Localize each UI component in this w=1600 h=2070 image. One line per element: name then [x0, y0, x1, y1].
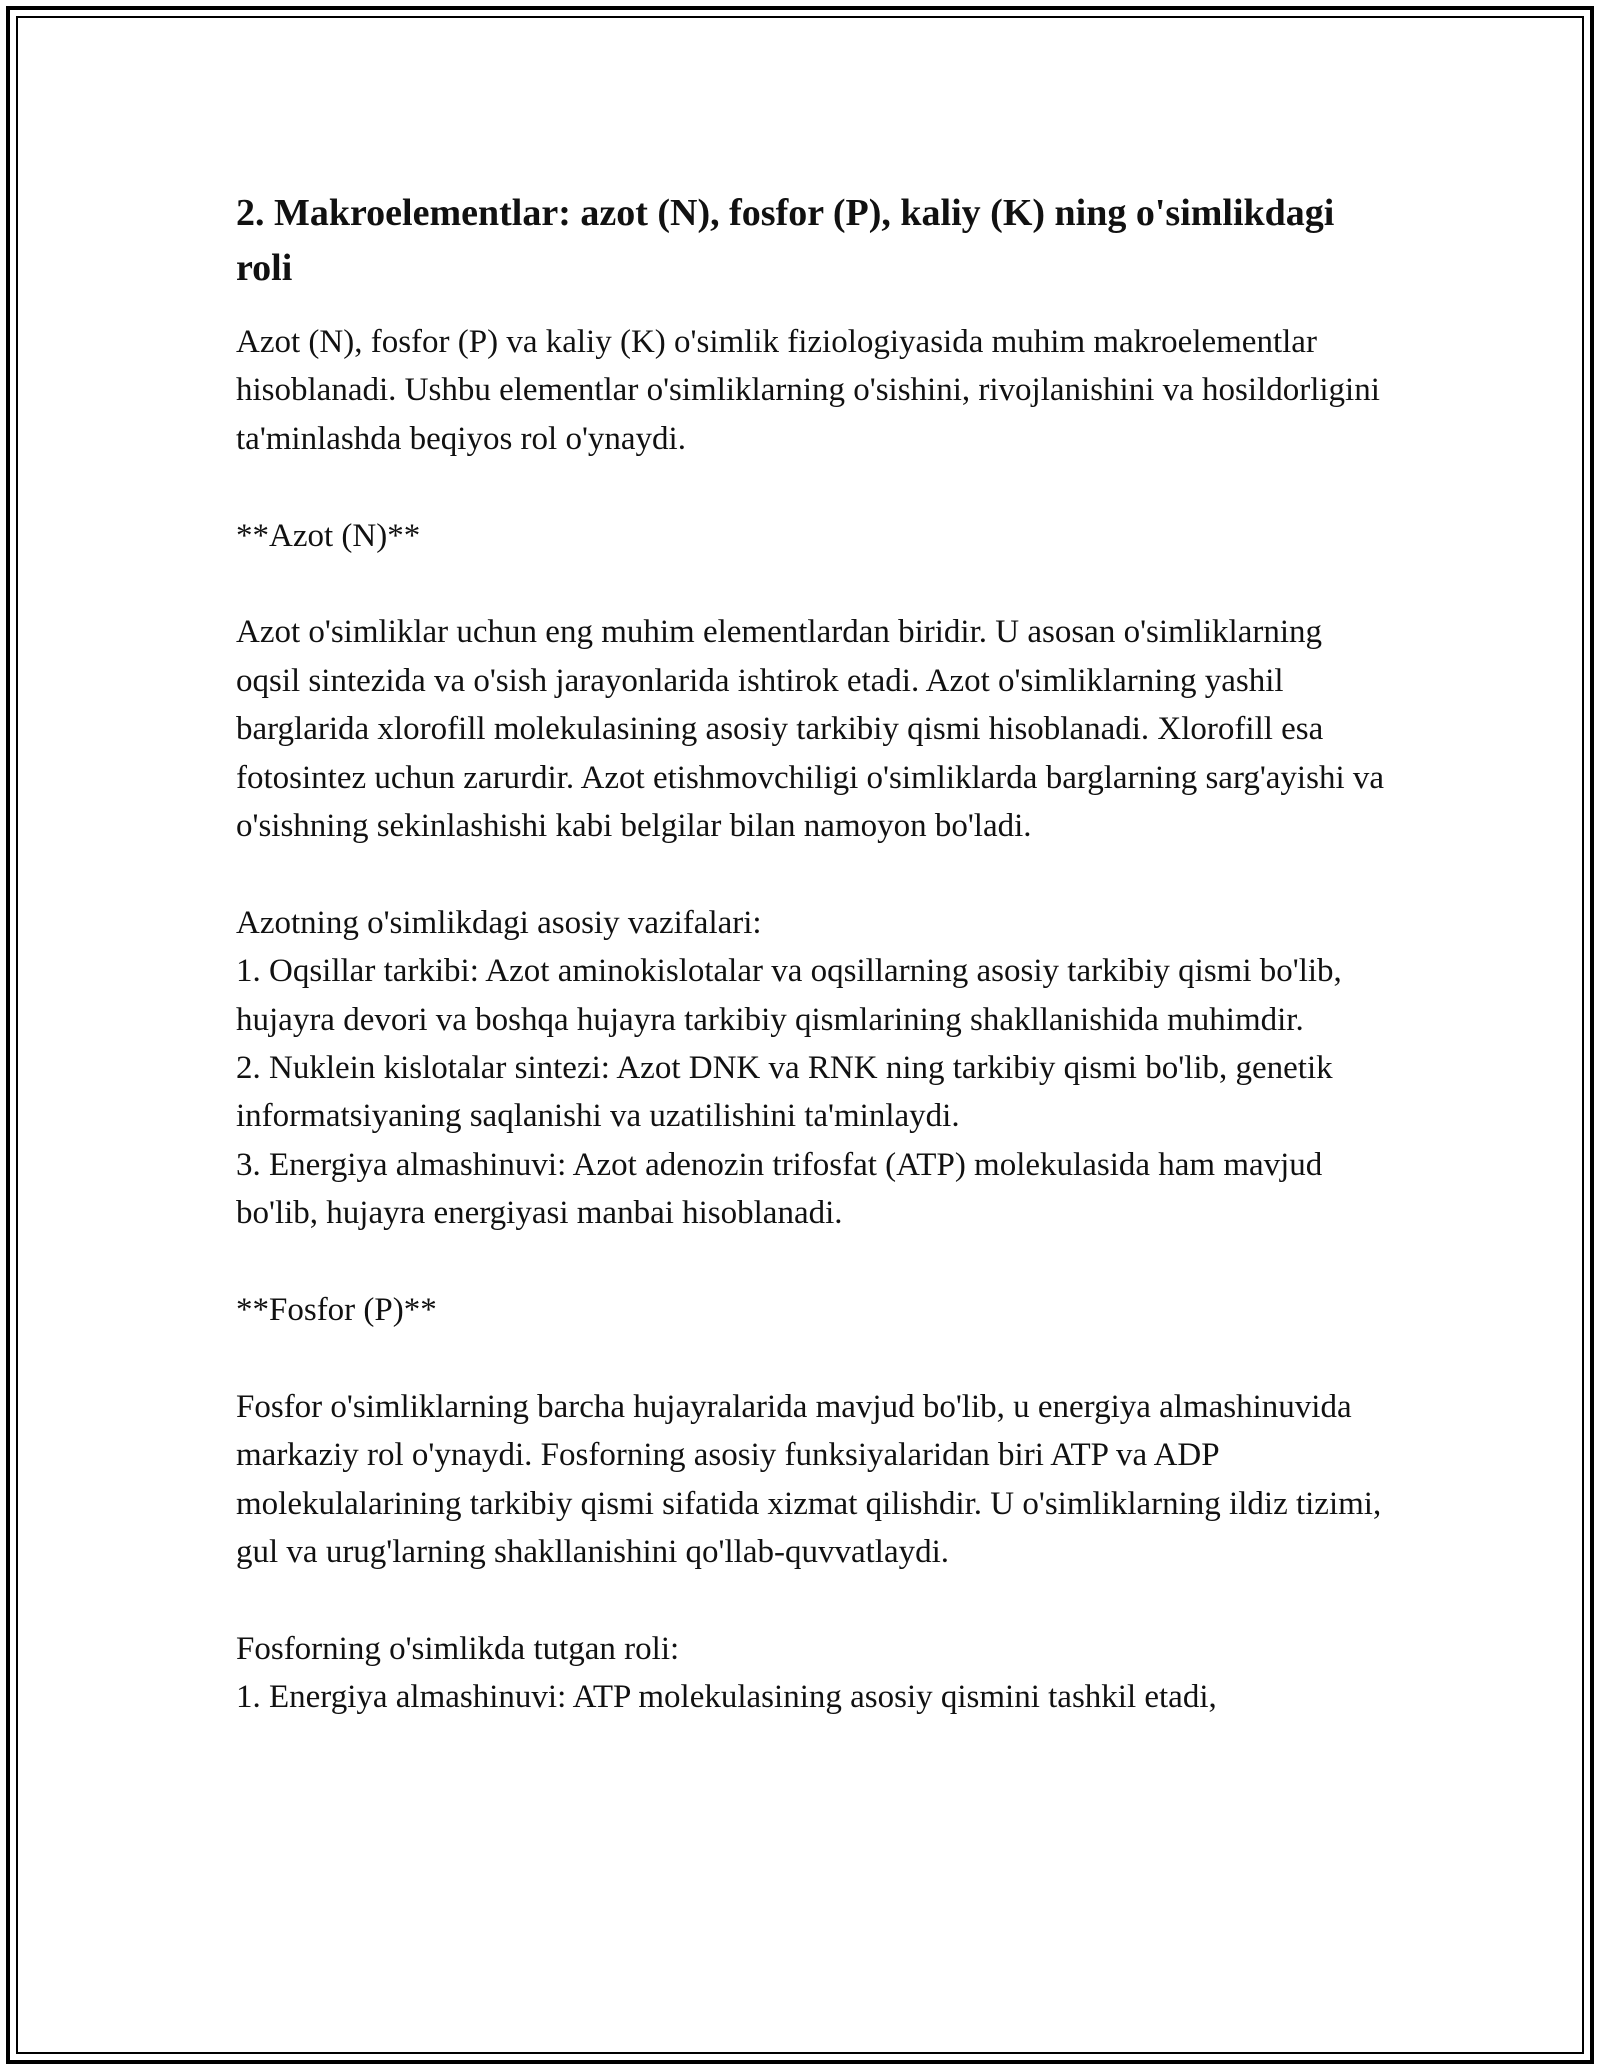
paragraph-gap: [236, 463, 1386, 511]
paragraph-gap: [236, 1576, 1386, 1624]
azot-paragraph: Azot o'simliklar uchun eng muhim elementlardan biridir. U asosan o'simliklarning oqsil sintezida va o'sish jarayonlarida ishtirok etadi. Azot o'simliklarning yashil barglarida xlorofill molekulasining asosiy tarkibiy qismi hisoblanadi. Xlorofill esa fotosintez uchun zarurdir. Azot etishmovchiligi o'simliklarda barglarning sarg'ayishi va o'sishning sekinlashishi kabi belgilar bilan namoyon bo'ladi.: [236, 614, 1393, 845]
fosfor-list-title: Fosforning o'simlikda tutgan roli:: [236, 1630, 680, 1667]
azot-subheading: **Azot (N)**: [236, 517, 421, 554]
fosfor-subheading: **Fosfor (P)**: [236, 1292, 437, 1329]
section-heading: 2. Makroelementlar: azot (N), fosfor (P), kaliy (K) ning o'simlikdagi roli: [236, 192, 1335, 289]
azot-list-item-1: 1. Oqsillar tarkibi: Azot aminokislotalar va oqsillarning asosiy tarkibiy qismi bo'lib, hujayra devori va boshqa hujayra tarkibiy qismlarining shakllanishida muhimdir.: [236, 953, 1351, 1038]
azot-list-item-3: 3. Energiya almashinuvi: Azot adenozin trifosfat (ATP) molekulasida ham mavjud bo'lib, hujayra energiyasi manbai hisoblanadi.: [236, 1146, 1331, 1232]
intro-paragraph: Azot (N), fosfor (P) va kaliy (K) o'simlik fiziologiyasida muhim makroelementlar hisoblanadi. Ushbu elementlar o'simliklarning o'sishini, rivojlanishini va hosildorligini ta'minlashda beqiyos rol o'ynaydi.: [236, 324, 1389, 457]
azot-list-item-2: 2. Nuklein kislotalar sintezi: Azot DNK va RNK ning tarkibiy qismi bo'lib, genetik informatsiyaning saqlanishi va uzatilishini ta'minlaydi.: [236, 1050, 1341, 1135]
paragraph-gap: [236, 1334, 1386, 1382]
azot-list-title: Azotning o'simlikdagi asosiy vazifalari:: [236, 904, 762, 941]
document-body: [236, 186, 1393, 1722]
paragraph-gap: [236, 560, 1386, 608]
fosfor-paragraph: Fosfor o'simliklarning barcha hujayralarida mavjud bo'lib, u energiya almashinuvida markaziy rol o'ynaydi. Fosforning asosiy funksiyalaridan biri ATP va ADP molekulalarining tarkibiy qismi sifatida xizmat qilishdir. U o'simliklarning ildiz tizimi, gul va urug'larning shakllanishini qo'llab-quvvatlaydi.: [236, 1388, 1390, 1571]
paragraph-gap: [236, 1238, 1386, 1286]
fosfor-list-item-1: 1. Energiya almashinuvi: ATP molekulasining asosiy qismini tashkil etadi,: [236, 1679, 1217, 1716]
paragraph-gap: [236, 850, 1386, 898]
